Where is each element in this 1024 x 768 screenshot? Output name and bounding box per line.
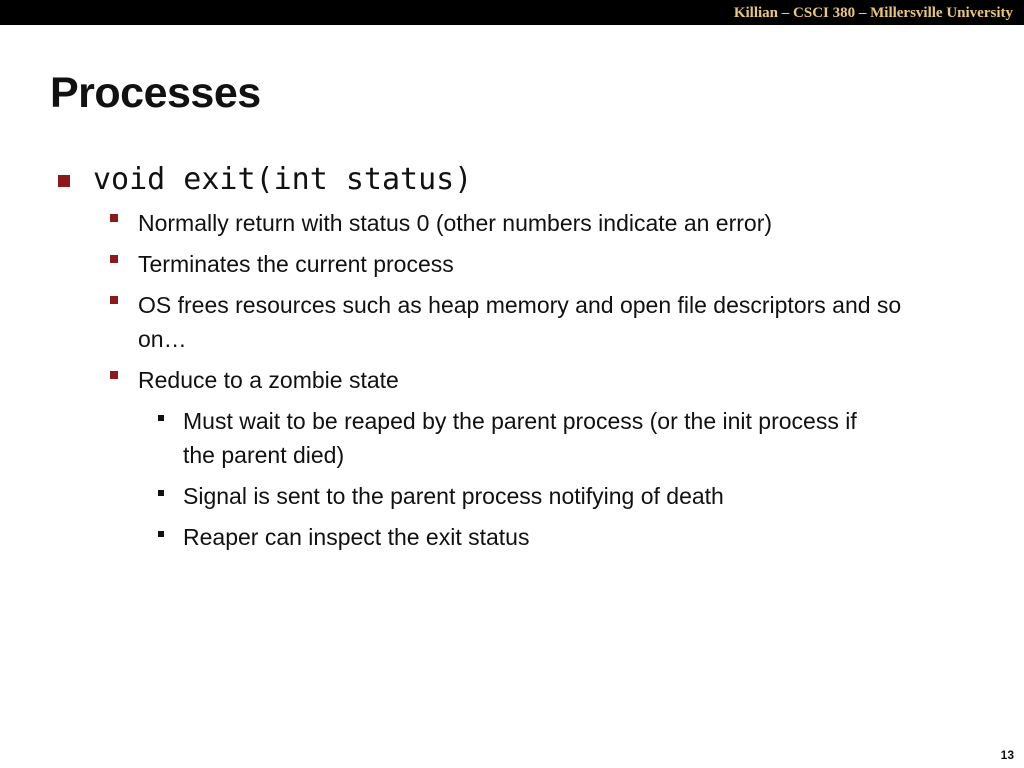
bullet-text: OS frees resources such as heap memory and open file descriptors and so on… — [138, 292, 902, 352]
page-number: 13 — [1000, 748, 1014, 762]
bullet-text: Terminates the current process — [138, 251, 454, 277]
small-square-bullet-icon — [158, 531, 164, 537]
bullet-text: Normally return with status 0 (other numbers indicate an error) — [138, 210, 773, 236]
square-bullet-icon — [110, 255, 118, 263]
square-bullet-icon — [58, 175, 70, 187]
bullet-text: Signal is sent to the parent process notifying of death — [183, 483, 724, 509]
header-credit: Killian – CSCI 380 – Millersville University — [733, 5, 1013, 21]
square-bullet-icon — [110, 371, 118, 379]
bullet-text: Reduce to a zombie state — [138, 367, 399, 393]
square-bullet-icon — [110, 214, 118, 222]
small-square-bullet-icon — [158, 415, 164, 421]
square-bullet-icon — [110, 296, 118, 304]
bullet-level1 — [55, 158, 955, 202]
slide-title: Processes — [50, 69, 261, 117]
small-square-bullet-icon — [158, 490, 164, 496]
bullet-text: Must wait to be reaped by the parent process (or the init process if the parent died) — [183, 408, 857, 468]
bullet-text: Reaper can inspect the exit status — [183, 524, 530, 550]
bullet-text: void exit(int status) — [93, 162, 473, 197]
